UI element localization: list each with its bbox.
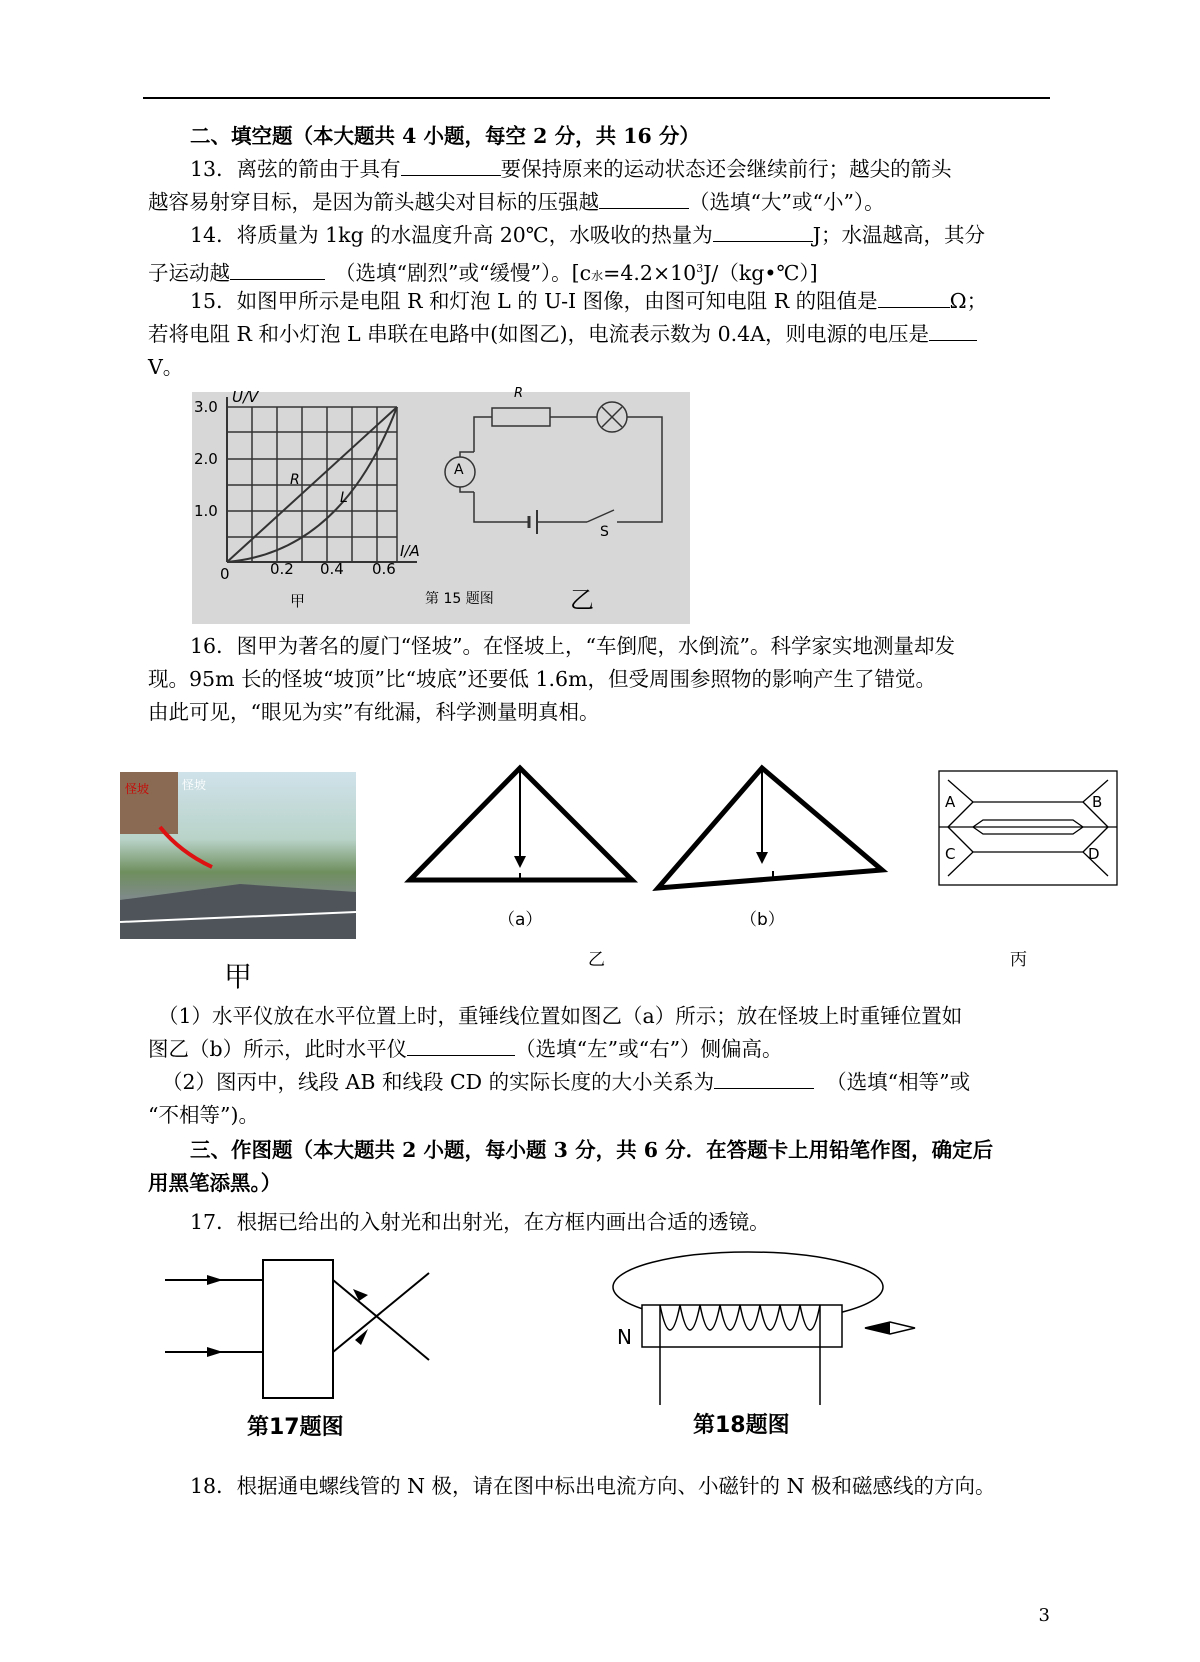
x-tick: 0.4 xyxy=(320,560,344,578)
curve-r-label: R xyxy=(290,472,300,488)
question-13-cont: 越容易射穿目标，是因为箭头越尖对目标的压强越 （选填“大”或“小”）。 xyxy=(148,186,1050,219)
figure-17-caption: 第17题图 xyxy=(247,1415,344,1440)
header-rule xyxy=(143,97,1050,99)
y-tick: 3.0 xyxy=(194,398,218,416)
ammeter-label: A xyxy=(454,462,464,478)
label-jia: 甲 xyxy=(290,592,306,610)
section-3-title: 三、作图题（本大题共 2 小题，每小题 3 分，共 6 分．在答题卡上用铅笔作图，确定后 xyxy=(190,1138,994,1162)
question-16-1-cont: 图乙（b）所示，此时水平仪 （选填“左”或“右”）侧偏高。 xyxy=(148,1033,1050,1066)
question-16: 16．图甲为著名的厦门“怪坡”。在怪坡上，“车倒爬，水倒流”。科学家实地测量却发 xyxy=(190,634,956,658)
question-16-2-cont: “不相等”)。 xyxy=(148,1103,259,1127)
question-16-1: （1）水平仪放在水平位置上时，重锤线位置如图乙（a）所示；放在怪坡上时重锤位置如 xyxy=(158,1004,963,1028)
question-13: 13．离弦的箭由于具有 要保持原来的运动状态还会继续前行；越尖的箭头 xyxy=(148,153,1050,186)
answer-blank[interactable] xyxy=(401,153,501,176)
x-tick: 0 xyxy=(220,565,230,583)
point-c: C xyxy=(945,845,956,863)
page-number: 3 xyxy=(1038,1605,1050,1626)
question-15-unit: V。 xyxy=(148,355,184,379)
point-b: B xyxy=(1092,793,1103,811)
curve-l-label: L xyxy=(340,490,348,506)
figure-17 xyxy=(165,1255,435,1405)
x-tick: 0.6 xyxy=(372,560,396,578)
y-tick: 1.0 xyxy=(194,502,218,520)
question-14-cont: 子运动越 （选填“剧烈”或“缓慢”）。[c水$=4.2\times 10^3J/(kg•℃)$] xyxy=(148,252,1050,293)
resistor-label: R xyxy=(514,386,524,401)
question-16-l3: 由此可见，“眼见为实”有纰漏，科学测量明真相。 xyxy=(148,700,600,724)
x-axis-label: I/A xyxy=(400,542,420,560)
question-17: 17．根据已给出的入射光和出射光，在方框内画出合适的透镜。 xyxy=(190,1210,770,1234)
label-b: （b） xyxy=(740,910,785,930)
answer-blank[interactable] xyxy=(230,257,325,280)
question-18: 18．根据通电螺线管的 N 极，请在图中标出电流方向、小磁针的 N 极和磁感线的方向。 xyxy=(190,1474,996,1498)
answer-blank[interactable] xyxy=(714,1066,814,1089)
figure-16-illusion xyxy=(938,770,1118,886)
question-16-l2: 现。95m 长的怪坡“坡顶”比“坡底”还要低 1.6m，但受周围参照物的影响产生了错觉。 xyxy=(148,667,937,691)
answer-blank[interactable] xyxy=(878,285,950,308)
section-3-title-cont: 用黑笔添黑。） xyxy=(148,1171,282,1195)
label-yi: 乙 xyxy=(588,950,605,970)
section-2-title: 二、填空题（本大题共 4 小题，每空 2 分，共 16 分） xyxy=(190,124,700,148)
question-16-2: （2）图丙中，线段 AB 和线段 CD 的实际长度的大小关系为 （选填“相等”或 xyxy=(162,1066,1050,1099)
photo-svg xyxy=(120,772,356,939)
figure-18-solenoid xyxy=(600,1245,930,1405)
point-d: D xyxy=(1088,845,1100,863)
photo-strange-slope: 怪坡 怪坡 xyxy=(120,772,356,939)
pole-n-label: N xyxy=(617,1325,632,1349)
label-yi: 乙 xyxy=(570,586,594,614)
question-14: 14．将质量为 1kg 的水温度升高 20℃，水吸收的热量为 J；水温越高，其分 xyxy=(148,219,1050,252)
figure-18-caption: 第18题图 xyxy=(693,1413,790,1438)
figure-caption: 第 15 题图 xyxy=(425,591,494,607)
answer-blank[interactable] xyxy=(599,186,689,209)
label-jia: 甲 xyxy=(224,960,253,993)
label-bing: 丙 xyxy=(1010,950,1027,970)
answer-blank[interactable] xyxy=(929,318,977,341)
switch-label: S xyxy=(600,524,609,540)
question-15: 15．如图甲所示是电阻 R 和灯泡 L 的 U-I 图像，由图可知电阻 R 的阻值是 Ω； xyxy=(148,285,1050,318)
question-15-cont: 若将电阻 R 和小灯泡 L 串联在电路中(如图乙)，电流表示数为 0.4A，则电源的电压是 xyxy=(148,318,1050,351)
figure-16-level-triangles xyxy=(400,760,900,900)
point-a: A xyxy=(945,793,956,811)
label-a: （a） xyxy=(498,910,543,930)
answer-blank[interactable] xyxy=(407,1033,515,1056)
answer-blank[interactable] xyxy=(713,219,813,242)
y-axis-label: U/V xyxy=(232,388,259,406)
y-tick: 2.0 xyxy=(194,450,218,468)
figure-15 xyxy=(192,386,690,624)
x-tick: 0.2 xyxy=(270,560,294,578)
